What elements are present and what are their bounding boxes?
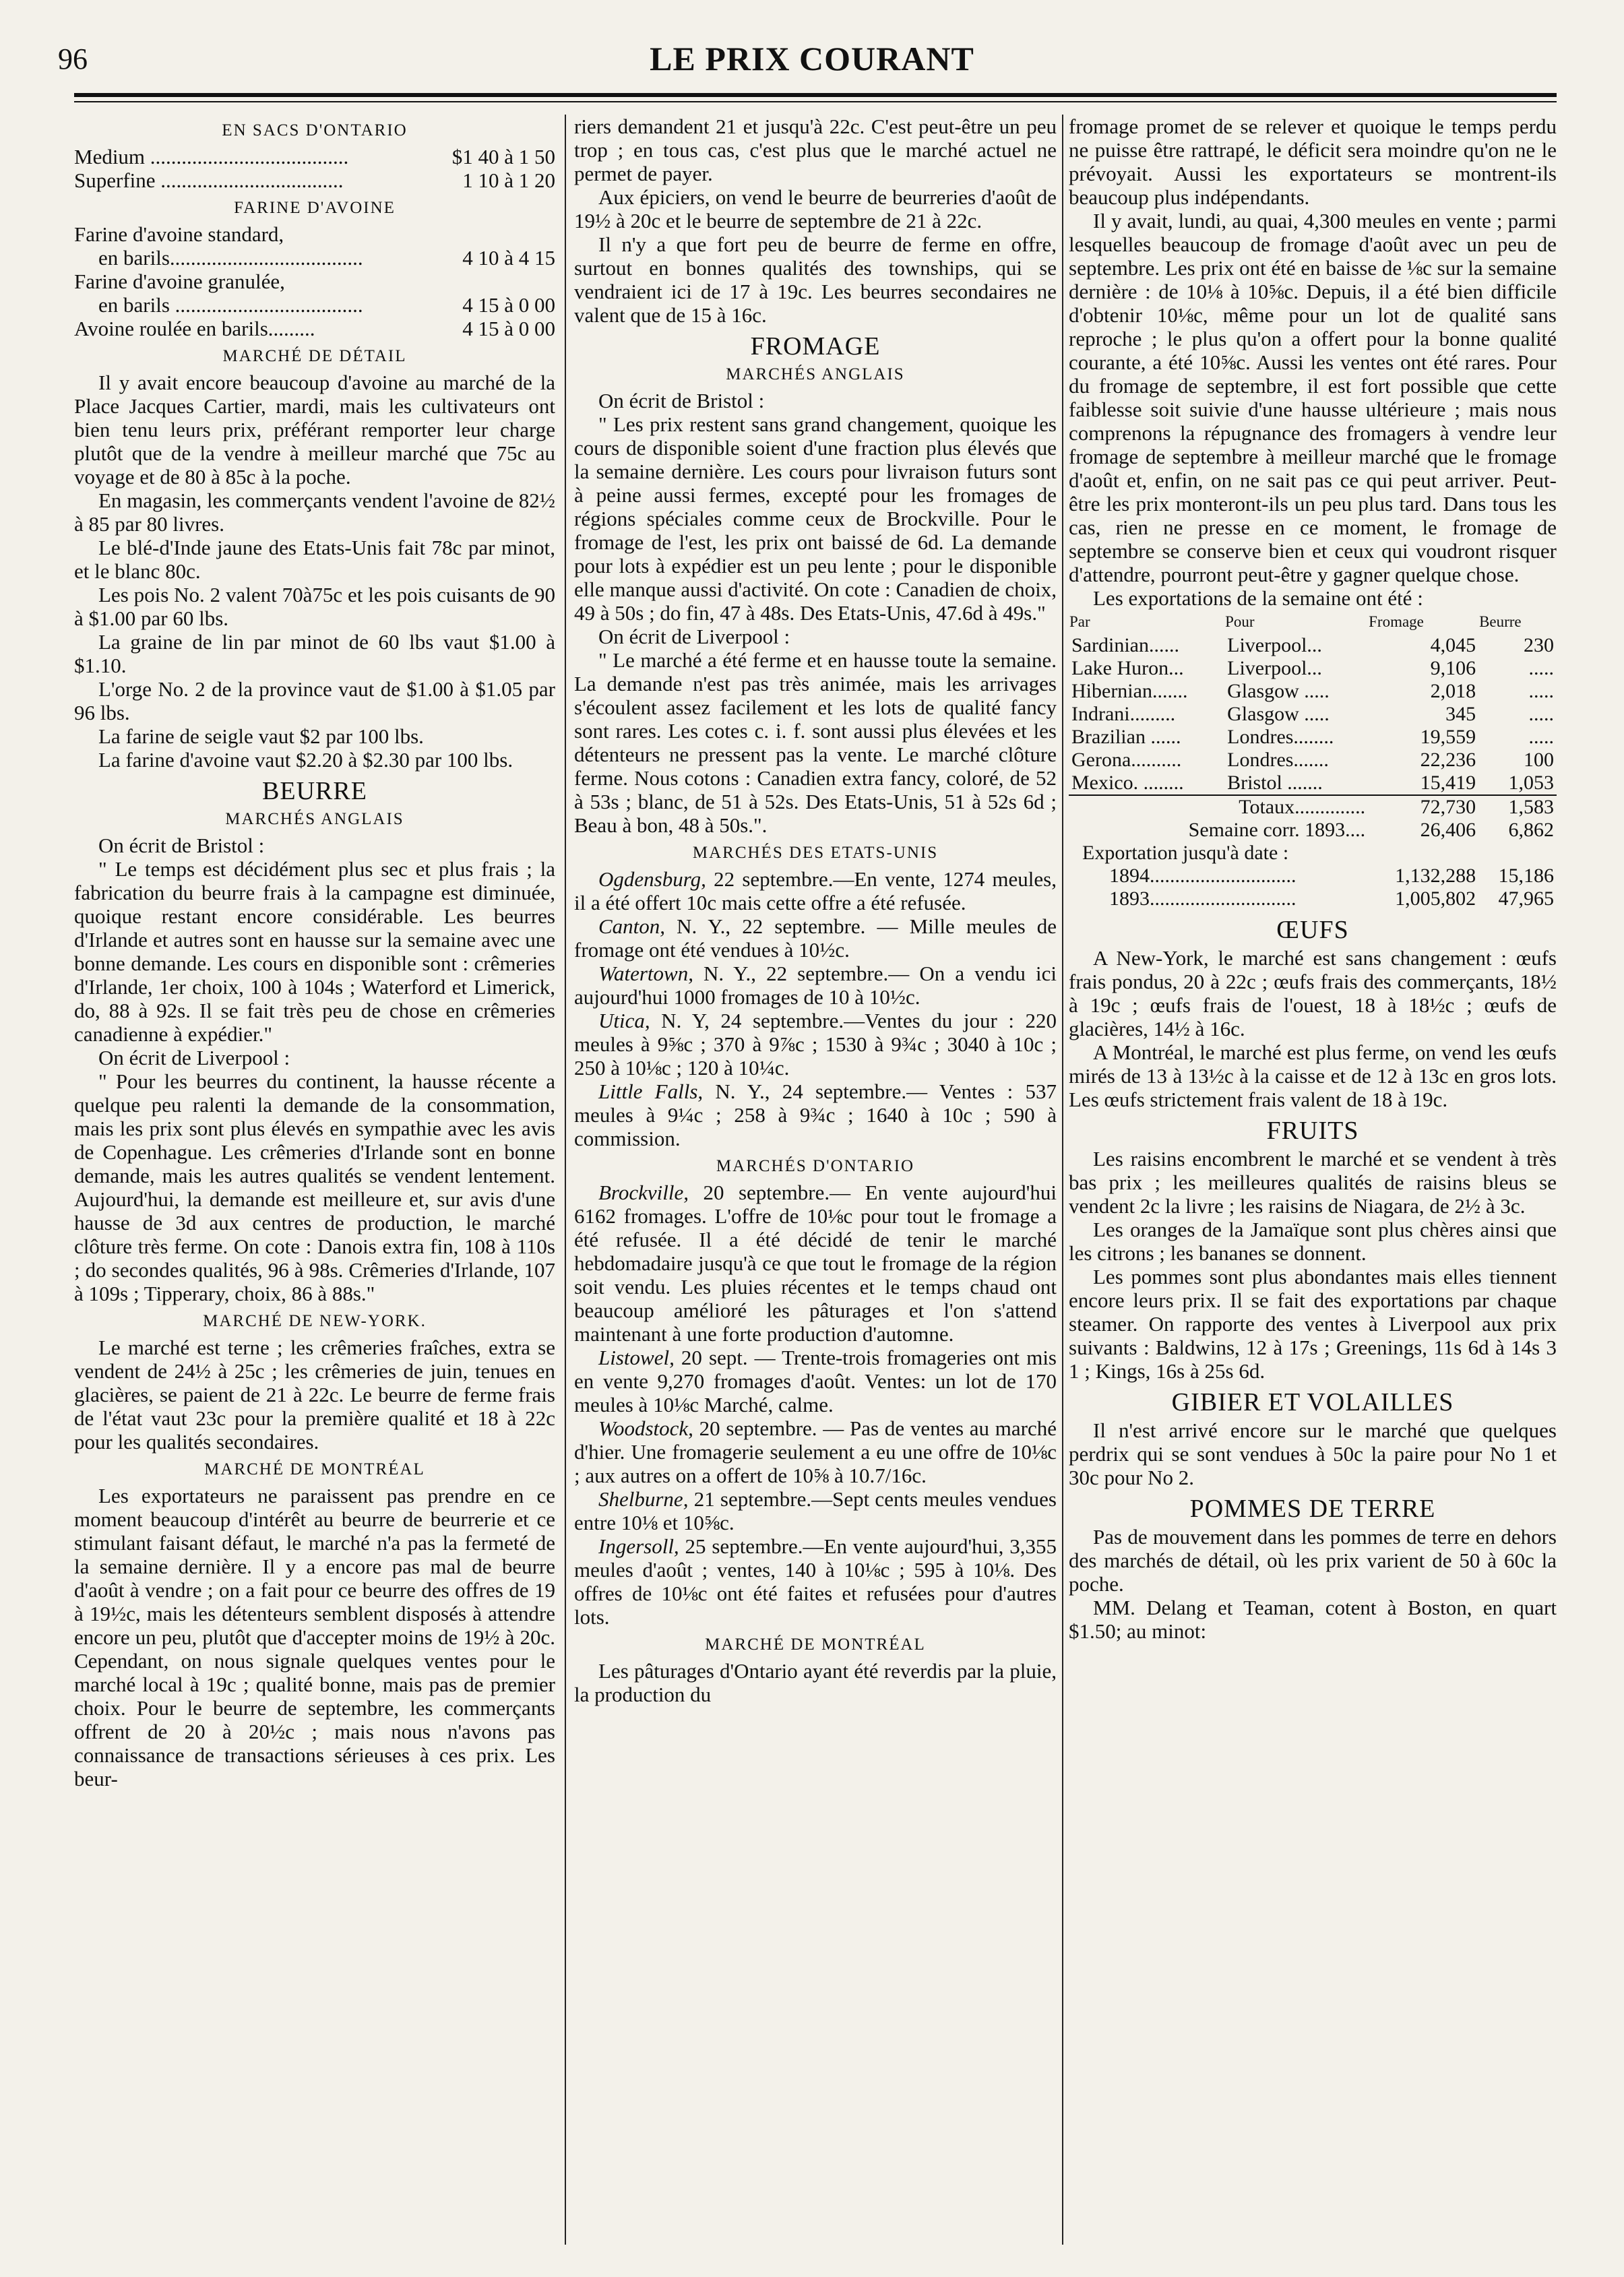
paragraph: Le blé-d'Inde jaune des Etats-Unis fait 78c par minot, et le blanc 80c. [74, 536, 555, 583]
column-3 [1069, 115, 1557, 2250]
section-subheading: MARCHÉ DE DÉTAIL [222, 347, 407, 365]
table-row: Semaine corr. 1893.... 26,406 6,862 [1188, 819, 1554, 841]
section-subheading: MARCHÉ DE MONTRÉAL [204, 1460, 425, 1478]
paragraph: On écrit de Bristol : [98, 834, 265, 857]
paragraph: Pas de mouvement dans les pommes de terre en dehors des marchés de détail, où les prix varient de 50 à 60c la poche. [1069, 1525, 1557, 1596]
table-row: 1893............................. 1,005,802 47,965 [1109, 887, 1554, 910]
column-divider [565, 115, 566, 2245]
paragraph: Les exportations de la semaine ont été : [1093, 586, 1423, 610]
paragraph: Les pois No. 2 valent 70à75c et les pois cuisants de 90 à $1.00 par 60 lbs. [74, 583, 555, 630]
paragraph: A New-York, le marché est sans changement : œufs frais pondus, 20 à 22c ; œufs frais des commerçants, 18½ à 19c ; œufs frais de l'ouest, 18 à 18½c ; œufs de glacières, 14½ à 16c. [1069, 946, 1557, 1040]
table-row: Lake Huron... Liverpool... 9,106 ..... [1071, 657, 1554, 679]
paragraph: Il y avait encore beaucoup d'avoine au marché de la Place Jacques Cartier, mardi, mais les cultivateurs ont bien tenu leurs prix, préférant remporter leur charge plutôt que de la vendre à meilleur marché que 75c au voyage et de 80 à 85c à la poche. [74, 371, 555, 489]
paragraph: Il n'est arrivé encore sur le marché que quelques perdrix qui se sont vendues à 50c la paire pour No 1 et 30c pour No 2. [1069, 1418, 1557, 1489]
paragraph: Les pommes sont plus abondantes mais elles tiennent encore leurs prix. Il se fait des exportations par chaque steamer. On rapporte des ventes à Liverpool aux prix suivants : Baldwins, 12 à 17s ; Greenings, 11s 6d à 14s 3 1 ; Kings, 16s à 25s 6d. [1069, 1265, 1557, 1383]
table-row: Mexico. ........ Bristol ....... 15,419 1,053 [1071, 772, 1554, 794]
paragraph: " Pour les beurres du continent, la hausse récente a quelque peu ralenti la demande de la consommation, mais les prix sont plus élevés en sympathie avec les avis de Copenhague. Les crêmeries d'Irlande sont en bonne demande, mais les autres qualités se vendent lentement. Aujourd'hui, la demande est meilleure et, sur avis d'une hausse de 3d aux centres de production, le marché clôture très ferme. On cote : Danois extra fin, 108 à 110s ; do secondes qualités, 96 à 98s. Crêmeries d'Irlande, 107 à 109s ; Tipperary, choix, 86 à 88s." [74, 1069, 555, 1305]
column-header: Pour [1225, 613, 1255, 630]
table-row: Gerona.......... Londres....... 22,236 100 [1071, 749, 1554, 771]
section-heading: POMMES DE TERRE [1189, 1495, 1436, 1523]
section-subheading: FARINE D'AVOINE [234, 199, 396, 217]
price-row: en barils..................................... 4 10 à 4 15 [98, 246, 555, 270]
price-row: Avoine roulée en barils......... 4 15 à 0 00 [74, 317, 555, 340]
price-row: Medium ...................................... $1 40 à 1 50 [74, 145, 555, 168]
market-report: Woodstock, 20 septembre. — Pas de ventes au marché d'hier. Une fromagerie seulement a eu une offre de 10⅛c ; aux autres on a offert de 10⅝ à 10.7/16c. [574, 1416, 1057, 1487]
paragraph: MM. Delang et Teaman, cotent à Boston, en quart $1.50; au minot: [1069, 1596, 1557, 1643]
table-row: Sardinian...... Liverpool... 4,045 230 [1071, 634, 1554, 656]
header-rule-thin [74, 101, 1557, 102]
table-row: Hibernian....... Glasgow ..... 2,018 ..... [1071, 680, 1554, 702]
column-2 [574, 115, 1057, 2250]
paragraph: Il n'y a que fort peu de beurre de ferme en offre, surtout en bonnes qualités des townships, qui se vendraient ici de 17 à 19c. Les beurres secondaires ne valent que de 15 à 16c. [574, 232, 1057, 327]
paragraph: On écrit de Bristol : [598, 389, 765, 412]
section-heading: ŒUFS [1276, 916, 1349, 944]
paragraph: Aux épiciers, on vend le beurre de beurreries d'août de 19½ à 20c et le beurre de septembre de 21 à 22c. [574, 185, 1057, 232]
section-heading: FROMAGE [750, 332, 881, 361]
paragraph: Les oranges de la Jamaïque sont plus chères ainsi que les citrons ; les bananes se donnent. [1069, 1218, 1557, 1265]
section-subheading: MARCHÉS ANGLAIS [726, 365, 905, 383]
paragraph: " Le marché a été ferme et en hausse toute la semaine. La demande n'est pas très animée, mais les arrivages s'écoulent assez facilement et les lots de qualité fancy sont rares. Les cotes c. i. f. sont aussi plus élevées et les détenteurs ne pressent pas la vente. Le marché clôture ferme. Nous cotons : Canadien extra fancy, coloré, de 52 à 53s ; blanc, de 51 à 52s. Des Etats-Unis, 51 à 52s 6d ; Beau à bon, 48 à 50s.". [574, 648, 1057, 837]
section-subheading: MARCHÉ DE NEW-YORK. [203, 1312, 427, 1330]
market-report: Listowel, 20 sept. — Trente-trois fromageries ont mis en vente 9,270 fromages d'août. Ventes: un lot de 170 meules à 10⅛c Marché, calme. [574, 1346, 1057, 1416]
market-report: Ogdensburg, 22 septembre.—En vente, 1274 meules, il a été offert 10c mais cette offre a été refusée. [574, 867, 1057, 914]
column-1 [74, 115, 555, 2250]
section-heading: BEURRE [262, 777, 367, 805]
price-row: en barils .................................... 4 15 à 0 00 [98, 293, 555, 317]
market-report: Little Falls, N. Y., 24 septembre.— Ventes : 537 meules à 9¼c ; 258 à 9¾c ; 1640 à 10c ; 590 à commission. [574, 1080, 1057, 1150]
price-label: Farine d'avoine standard, [74, 222, 284, 246]
paragraph: On écrit de Liverpool : [598, 625, 790, 648]
column-header: Fromage [1369, 613, 1424, 630]
table-row: Exportation jusqu'à date : [1082, 842, 1289, 864]
paragraph: Le marché est terne ; les crêmeries fraîches, extra se vendent de 24½ à 25c ; les crêmeries de juin, tenues en glacières, se paient de 21 à 22c. Le beurre de ferme frais de l'état vaut 23c pour la première qualité et 18 à 22c pour les qualités secondaires. [74, 1336, 555, 1454]
paragraph: La farine de seigle vaut $2 par 100 lbs. [98, 724, 424, 748]
paragraph: " Les prix restent sans grand changement, quoique les cours de disponible soient d'une fraction plus élevés que la semaine dernière. Les cours pour livraison futurs sont à peine aussi fermes, excepté pour les fromages de régions spéciales comme ceux de Brockville. Pour le fromage de l'est, les prix ont baissé de 6d. La demande pour lots à expédier est un peu lente ; pour le disponible elle manque aussi d'activité. On cote : Canadien de choix, 49 à 50s ; do fin, 47 à 48s. Des Etats-Unis, 47.6d à 49s." [574, 412, 1057, 625]
paragraph: Il y avait, lundi, au quai, 4,300 meules en vente ; parmi lesquelles beaucoup de fromage d'août avec un peu de septembre. Les prix ont été en baisse de ⅛c sur la semaine dernière : de 10⅛ à 10⅝c. Depuis, il a été bien difficile d'obtenir 10⅛c, même pour un lot de qualité sans reproche ; le plus qu'on a offert pour la bonne qualité courante, a été 10⅝c. Aussi les ventes ont été rares. Pour du fromage de septembre, il est fort possible que cette faiblesse soit suivie d'une hausse ultérieure ; mais nous comprenons la répugnance des fromagers à vendre leur fromage de septembre à meilleur marché que le fromage d'août et, enfin, on ne sait pas ce qui peut arriver. Peut-être les prix monteront-ils un peu plus tard. Dans tous les cas, rien ne presse en ce moment, le fromage de septembre se conserve bien et ceux qui voudront risquer d'attendre, pourront peut-être y gagner quelque chose. [1069, 209, 1557, 586]
paragraph: La graine de lin par minot de 60 lbs vaut $1.00 à $1.10. [74, 630, 555, 677]
section-subheading: MARCHÉ DE MONTRÉAL [705, 1635, 926, 1654]
exports-table [1069, 610, 1557, 910]
section-subheading: MARCHÉS ANGLAIS [225, 810, 404, 828]
column-header: Par [1069, 613, 1090, 630]
section-subheading: MARCHÉS D'ONTARIO [716, 1157, 915, 1175]
price-label: Farine d'avoine granulée, [74, 270, 285, 293]
paragraph: La farine d'avoine vaut $2.20 à $2.30 par 100 lbs. [98, 748, 513, 772]
market-report: Brockville, 20 septembre.— En vente aujourd'hui 6162 fromages. L'offre de 10⅛c pour tout le fromage a été refusée. Il a été décidé de tenir le marché hebdomadaire jusqu'à ce que tout le fromage de la région soit vendu. Les pluies récentes et le temps chaud ont beaucoup amélioré les pâturages et l'on s'attend maintenant à une forte production d'automne. [574, 1181, 1057, 1346]
market-report: Utica, N. Y, 24 septembre.—Ventes du jour : 220 meules à 9⅝c ; 370 à 9⅞c ; 1530 à 9¾c ; 3040 à 10c ; 250 à 10⅛c ; 120 à 10¼c. [574, 1009, 1057, 1080]
table-row: 1894............................. 1,132,288 15,186 [1109, 865, 1554, 887]
market-report: Ingersoll, 25 septembre.—En vente aujourd'hui, 3,355 meules d'août ; ventes, 140 à 10⅛c ; 595 à 10⅛. Des offres de 10⅛c ont été faites et refusées pour d'autres lots. [574, 1534, 1057, 1629]
page-number: 96 [58, 42, 88, 75]
column-header: Beurre [1479, 613, 1522, 630]
market-report: Watertown, N. Y., 22 septembre.— On a vendu ici aujourd'hui 1000 fromages de 10 à 10½c. [574, 962, 1057, 1009]
paragraph: Les exportateurs ne paraissent pas prendre en ce moment beaucoup d'intérêt au beurre de beurrerie et ce stimulant faisant défaut, le marché n'a pas la fermeté de la semaine dernière. Il y a encore pas mal de beurre d'août à vendre ; on a fait pour ce beurre des offres de 19 à 19½c, mais les détenteurs semblent disposés à attendre encore un peu, plutôt que d'accepter moins de 19½ à 20c. Cependant, on nous signale quelques ventes pour le marché local à 19c ; qualité bonne, mais pas de premier choix. Pour le beurre de septembre, les commerçants offrent de 20 à 20½c ; mais nous n'avons pas connaissance de transactions sérieuses à ces prix. Les beur- [74, 1484, 555, 1790]
table-row: Indrani......... Glasgow ..... 345 ..... [1071, 703, 1554, 725]
market-report: Canton, N. Y., 22 septembre. — Mille meules de fromage ont été vendues à 10½c. [574, 914, 1057, 962]
section-subheading: MARCHÉS DES ETATS-UNIS [692, 844, 939, 862]
table-row: Brazilian ...... Londres........ 19,559 ..... [1071, 726, 1554, 748]
paragraph: En magasin, les commerçants vendent l'avoine de 82½ à 85 par 80 livres. [74, 489, 555, 536]
section-subheading: EN SACS D'ONTARIO [222, 121, 408, 139]
page-title: LE PRIX COURANT [650, 40, 974, 77]
section-heading: GIBIER ET VOLAILLES [1171, 1388, 1454, 1416]
totals-row: Totaux.............. 72,730 1,583 [1069, 795, 1557, 819]
paragraph: Les pâturages d'Ontario ayant été reverdis par la pluie, la production du [574, 1659, 1057, 1706]
section-heading: FRUITS [1266, 1117, 1359, 1145]
paragraph: On écrit de Liverpool : [98, 1046, 290, 1069]
market-report: Shelburne, 21 septembre.—Sept cents meules vendues entre 10⅛ et 10⅝c. [574, 1487, 1057, 1534]
header-rule [74, 93, 1557, 97]
paragraph: Les raisins encombrent le marché et se vendent à très bas prix ; les meilleures qualités de raisins bleus se vendent 2c la livre ; les raisins de Niagara, de 2½ à 3c. [1069, 1147, 1557, 1218]
paragraph: fromage promet de se relever et quoique le temps perdu ne puisse être rattrapé, le déficit sera moindre qu'on ne le prévoyait. Aussi les exportateurs se montrent-ils beaucoup plus indépendants. [1069, 115, 1557, 209]
exports-table-header [1069, 610, 1557, 634]
paragraph: A Montréal, le marché est plus ferme, on vend les œufs mirés de 13 à 13½c à la caisse et de 12 à 13c en gros lots. Les œufs strictement frais valent de 18 à 19c. [1069, 1040, 1557, 1111]
paragraph: L'orge No. 2 de la province vaut de $1.00 à $1.05 par 96 lbs. [74, 677, 555, 724]
price-row: Superfine ................................... 1 10 à 1 20 [74, 168, 555, 192]
paragraph: " Le temps est décidément plus sec et plus frais ; la fabrication du beurre frais à la campagne est diminuée, quoique restant encore considérable. Les beurres d'Irlande et autres sont en hausse sur la semaine avec une bonne demande. Les cours en disponible sont : crêmeries d'Irlande, 1er choix, 100 à 104s ; Waterford et Limerick, do, 88 à 92s. Il se fait très peu de chose en crêmeries canadienne à expédier." [74, 857, 555, 1046]
column-divider [1062, 115, 1063, 2245]
paragraph: riers demandent 21 et jusqu'à 22c. C'est peut-être un peu trop ; en tous cas, c'est plus que le marché actuel ne permet de payer. [574, 115, 1057, 185]
